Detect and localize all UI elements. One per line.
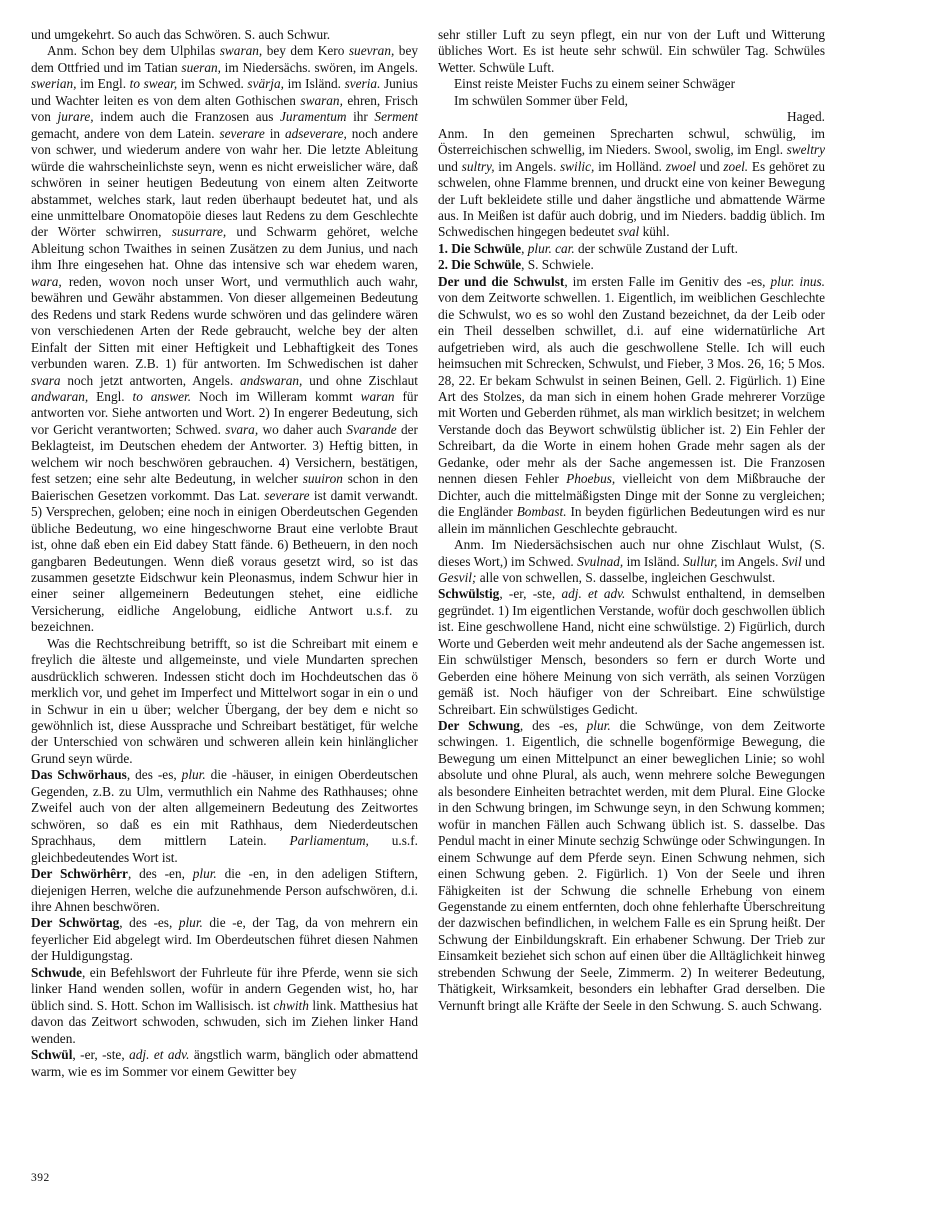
italic-term: adseverare, xyxy=(284,125,347,141)
italic-term: zwoel xyxy=(665,158,696,174)
italic-term: sval xyxy=(617,224,640,240)
text-run: , -er, -ste, xyxy=(499,586,562,602)
text-run: , des -es, xyxy=(126,767,182,783)
text-run: bey dem Ottfried und im Tatian xyxy=(31,43,418,75)
entry-headword: Der und die Schwulst xyxy=(438,273,565,289)
italic-term: svara xyxy=(31,372,61,388)
text-run: Einst reiste Meister Fuchs zu einem seiner Schwäger xyxy=(454,76,736,92)
italic-term: severare xyxy=(264,487,310,503)
verse-line xyxy=(438,76,825,92)
paragraph xyxy=(438,241,825,257)
italic-term: sueran, xyxy=(181,59,221,75)
paragraph xyxy=(31,1047,418,1080)
italic-term: swaran, xyxy=(300,92,343,108)
text-run: Im schwülen Sommer über Feld, xyxy=(454,92,628,108)
entry-headword: Der Schwörhêrr xyxy=(31,866,128,882)
text-run: und xyxy=(438,158,462,174)
text-run: im Niedersächs. swören, im Angels. xyxy=(220,59,418,75)
italic-term: Svil xyxy=(781,553,802,569)
paragraph xyxy=(438,257,825,273)
text-run: Anm. Im Niedersächsischen auch nur ohne Zischlaut Wulst, (S. dieses Wort,) im Schwed. xyxy=(438,537,825,569)
entry-headword: 2. Die Schwüle xyxy=(438,257,522,273)
text-run: , im ersten Falle im Genitiv des -es, xyxy=(564,273,771,289)
entry-headword: Der Schwörtag xyxy=(31,915,120,931)
italic-term: Phoebus, xyxy=(566,471,616,487)
text-run: in xyxy=(264,125,285,141)
right-column xyxy=(438,27,825,1014)
italic-term: zoel. xyxy=(723,158,749,174)
italic-term: Svulnad, xyxy=(577,553,624,569)
paragraph xyxy=(31,915,418,964)
paragraph xyxy=(31,43,418,635)
italic-term: severare xyxy=(219,125,265,141)
entry-headword: Das Schwörhaus xyxy=(31,767,127,783)
text-run: ist damit verwandt. 5) Versprechen, geloben; eine noch in einigen Oberdeutschen Gegenden übliche Bedeutung, wo eine hingeschworne Braut eine verlobte Braut ist, ohne daß eben ein Eid dabey Statt fände. 6) Betheuern, in den noch gangbaren Bedeutungen. Wenn dieß voraus gesetzt wird, so ist das zusammen gesetzte Eidschwur kein Pleonasmus, indem Schwur hier in einer seiner allgemeinern Bedeutungen stehet, eine eidliche Versicherung, eidliche Angelobung, eidliche Antwort u.s.f. zu bezeichnen. xyxy=(31,487,418,635)
text-run: und ohne Zischlaut xyxy=(302,372,419,388)
italic-term: suuiron xyxy=(302,471,343,487)
text-run: im Isländ. xyxy=(283,76,345,92)
text-run: , S. Schwiele. xyxy=(521,257,594,273)
italic-term: andwaran, xyxy=(31,388,89,404)
italic-term: svärja, xyxy=(247,76,284,92)
text-run: ehren, Frisch von xyxy=(31,92,418,125)
text-run: schon in den Baierischen Gesetzen vorkommt. Das Lat. xyxy=(31,471,418,503)
quote-source xyxy=(438,109,825,125)
italic-term: plur. xyxy=(178,915,203,931)
text-run: im Holländ. xyxy=(594,158,666,174)
text-run: und xyxy=(696,158,724,174)
text-run: die Schwünge, von dem Zeitworte schwingen. 1. Eigentlich, die schnelle bogenförmige Bewegung, die Bewegung um einen Mittelpunct an einer beweglichen Linie; so wohl absolute und ohne Plural, als auch, wenn mehrere solche Bewegungen als besondere Einheiten betrachtet werden, mit dem Plural. Eine Glocke in den Schwung bringen, im Schwunge seyn, in den Schwung kommen; wofür in manchen Fällen auch Schwang üblich ist. S. dasselbe. Das Pendul macht in einer Minute sechzig Schwünge oder Schwingungen. In einem Schwunge auf dem Pferde seyn. Einen Schwung nehmen, sich einen Schwung geben. 2. Figürlich. 1) Von der Seele und ihren Fähigkeiten ist der Schwung die schnelle Erhebung von einem Gegenstande zu einem entfernten, doch ohne fehlerhafte Überschreitung der dazwischen befindlichen, in welchem Falle es ein Sprung heißt. Der Schwung der Einbildungskraft. Ein erhabener Schwung. Der Trieb zur Einsamkeit beziehet sich schon auf einen über die Alltäglichkeit hinweg strebenden Schwung der Seele, Zimmerm. 2) In weiterer Bedeutung, Thätigkeit, Wirksamkeit, besonders ein lebhafter Grad derselben. Die Vernunft bringt alle Kräfte der Seele in den Schwung. S. auch Schwang. xyxy=(438,718,825,1013)
text-run: wo daher auch xyxy=(258,421,347,437)
italic-term: Sullur, xyxy=(683,553,718,569)
italic-term: Parliamentum, xyxy=(289,833,369,849)
paragraph xyxy=(31,636,418,768)
verse-line xyxy=(438,93,825,109)
italic-term: andswaran, xyxy=(239,372,303,388)
italic-term: plur. inus. xyxy=(770,273,825,289)
paragraph xyxy=(31,965,418,1047)
italic-term: Svarande xyxy=(346,421,397,437)
text-run: die -en, in den adeligen Stiftern, diejenigen Herren, welche die aufzunehmende Person aufschwören, d.i. ihre Ahnen beschwören. xyxy=(31,866,418,915)
text-run: link. Matthesius hat davon das Zeitwort schwoden, schwuden, sich im Ziehen linker Hand wenden. xyxy=(31,997,418,1046)
italic-term: plur. xyxy=(586,718,611,734)
text-run: bey dem Kero xyxy=(262,43,349,59)
text-run: und xyxy=(801,553,825,569)
text-run: der schwüle Zustand der Luft. xyxy=(574,240,738,256)
paragraph xyxy=(438,537,825,586)
page-number: 392 xyxy=(31,1172,50,1184)
italic-term: plur. car. xyxy=(527,240,575,256)
italic-term: to answer. xyxy=(132,388,192,404)
entry-headword: Schwülstig xyxy=(438,586,500,602)
italic-term: svara, xyxy=(225,421,259,437)
italic-term: chwith xyxy=(273,997,309,1013)
italic-term: Gesvil; xyxy=(438,569,477,585)
italic-term: suevran, xyxy=(348,43,395,59)
paragraph xyxy=(438,718,825,1014)
text-run: im Angels. xyxy=(494,158,560,174)
text-run: sehr stiller Luft zu seyn pflegt, ein nur von der Luft und Witterung übliches Wort. Es ist heute sehr schwül. Ein schwüler Tag. Schwüles Wetter. Schwüle Luft. xyxy=(438,27,825,75)
italic-term: plur. xyxy=(192,866,217,882)
entry-headword: 1. Die Schwüle xyxy=(438,240,522,256)
italic-term: susurrare, xyxy=(171,224,227,240)
text-run: Es gehöret zu schwelen, ohne Flamme brennen, und druckt eine von keiner Bewegung der Luft bekleidete stille und daher ängstliche und abmattende Wärme aus. In Meißen ist dafür auch dobrig, und im Nieders. baddig üblich. Im Schwedischen hingegen bedeutet xyxy=(438,158,825,240)
text-run: Haged. xyxy=(786,109,825,125)
italic-term: to swear, xyxy=(129,76,178,92)
text-run: und Schwarm gehöret, welche Ableitung schon Twaithes in seinen Zusätzen zu dem Junius, und nach ihm Ihre eingesehen hat. Ohne das intensive sch war ehedem waren, xyxy=(31,224,418,273)
italic-term: swilic, xyxy=(560,158,595,174)
italic-term: Bombast. xyxy=(516,504,567,520)
text-run: für antworten vor. Siehe antworten und Wort. 2) In engerer Bedeutung, sich vor Gericht verantworten; Schwed. xyxy=(31,388,418,437)
text-run: ängstlich warm, bänglich oder abmattend warm, wie es im Sommer vor einem Gewitter bey xyxy=(31,1047,418,1079)
paragraph xyxy=(438,27,825,76)
italic-term: sweltry xyxy=(786,142,825,158)
left-column xyxy=(31,27,418,1080)
text-run: , des -es, xyxy=(119,915,179,931)
text-run: reden, wovon noch unser Wort, und vermuthlich auch wahr, bewähren und Gewähr abstammen. Von dieser allgemeinen Bedeutung des Redens und stark Redens wurde schwören und das gelindere wären von verschiedenen Arten der Rede gebraucht, welche bey der alten Einfalt der Sitten mit einer Heftigkeit und Lebhaftigkeit des Tones verbunden waren. Z.B. 1) für antworten. Im Schwedischen ist daher xyxy=(31,273,418,372)
italic-term: swerian, xyxy=(31,76,77,92)
italic-term: Juramentum xyxy=(280,109,347,125)
text-run: im Isländ. xyxy=(623,553,684,569)
text-run: der Beklagteist, im Deutschen ehedem der Antworter. 3) Heftig bitten, in welchem wir noch beschwören gebrauchen. 4) Versichern, bestätigen, fest setzen; eine sehr alte Bedeutung, in welcher xyxy=(31,421,418,487)
italic-term: sultry, xyxy=(461,158,495,174)
text-run: kühl. xyxy=(639,224,670,240)
text-run: im Schwed. xyxy=(177,76,248,92)
text-run: alle von schwellen, S. dasselbe, ingleichen Geschwulst. xyxy=(476,569,776,585)
text-run: , des -es, xyxy=(519,718,587,734)
text-run: Anm. Schon bey dem Ulphilas xyxy=(47,43,220,59)
text-run: In beyden figürlichen Bedeutungen wird es nur allein im männlichen Geschlechte gebraucht. xyxy=(438,504,825,536)
text-run: die -e, der Tag, da von mehrern ein feyerlicher Eid abgelegt wird. Im Oberdeutschen führet diesen Nahmen der Huldigungstag. xyxy=(31,915,418,964)
text-run: noch jetzt antworten, Angels. xyxy=(60,372,240,388)
text-run: von dem Zeitworte schwellen. 1. Eigentlich, im weiblichen Geschlechte die Schwulst, wo es so wohl den Zustand bezeichnet, da der Leib oder ein Theil desselben schwillet, d.i. auf eine widernatürliche Art aufgetrieben wird, als auch die geschwollene Stelle. Ich will euch heimsuchen mit Schrecken, Schwulst, und Fieber, 3 Mos. 26, 16; 5 Mos. 28, 22. Er bekam Schwulst in seinen Beinen, Gell. 2. Figürlich. 1) Eine Art des Stolzes, da man sich in einem hohen Grade mehrerer Vorzüge mit Worten und Geberden rühmet, als man wirklich besitzet; in welchem Verstande doch das Beywort schwülstig üblicher ist. 2) Ein Fehler der Schreibart, da die Worte in einem hohen Grade mehr sagen als der Gedanke, oder mehr als der Sache angemessen ist. Die Franzosen nennen diesen Fehler xyxy=(438,290,825,487)
text-run: , des -en, xyxy=(127,866,193,882)
italic-term: waran xyxy=(360,388,395,404)
text-run: noch andere von schwer, und wiederum andere von wahr her. Die letzte Ableitung würde die wahrscheinlichste seyn, wenn es nicht erweislicher wäre, daß schwören in seiner heutigen Bedeutung von einem alten Zeitworte abstammet, welches stark, laut reden überhaupt bedeutet hat, und als eine unmittelbare Onomatopöie dieses laut Redens zu dem Geschlechte der Wörter schwirren, xyxy=(31,125,418,240)
text-run: im Angels. xyxy=(717,553,782,569)
paragraph xyxy=(438,274,825,537)
paragraph xyxy=(438,126,825,241)
paragraph xyxy=(31,27,418,43)
italic-term: adj. et adv. xyxy=(561,586,626,602)
italic-term: jurare, xyxy=(57,109,94,125)
italic-term: plur. xyxy=(181,767,206,783)
entry-headword: Der Schwung xyxy=(438,718,520,734)
text-run: Engl. xyxy=(88,388,133,404)
text-run: indem auch die Franzosen aus xyxy=(93,109,281,125)
text-run: , ein Befehlswort der Fuhrleute für ihre Pferde, wenn sie sich linker Hand wenden sollen, wofür in andern Gegenden wist, ho, har üblich sind. S. Hott. Schon im Wallisisch. ist xyxy=(31,964,418,1013)
text-run: Noch im Willeram kommt xyxy=(191,388,361,404)
entry-headword: Schwül xyxy=(31,1047,73,1063)
text-run: u.s.f. gleichbedeutendes Wort ist. xyxy=(31,833,418,865)
text-run: und umgekehrt. So auch das Schwören. S. auch Schwur. xyxy=(31,27,331,42)
text-run: Was die Rechtschreibung betrifft, so ist die Schreibart mit einem e freylich die älteste und allgemeinste, und viele Mundarten sprechen ausdrücklich schweren. Indessen sticht doch im Hochdeutschen das ö merklich vor, und gehet im Imperfect und Mittelwort sogar in ein o und in Schwur in ein u über; welcher Übergang, der bey dem e nicht so gewöhnlich ist, diese Aussprache und Schreibart bestätiget, für welche der Unterschied von schwären und schweren allein kein hinlänglicher Grund seyn würde. xyxy=(31,635,418,766)
italic-term: wara, xyxy=(31,273,62,289)
italic-term: swaran, xyxy=(219,43,263,59)
text-run: im Engl. xyxy=(76,76,130,92)
text-run: vielleicht von dem Mißbrauche der Dichter, auch die mittelmäßigsten Dinge mit der Sonne zu vergleichen; die Engländer xyxy=(438,471,826,520)
text-run: Schwulst enthaltend, in demselben gegründet. 1) Im eigentlichen Verstande, wofür doch geschwollen üblich ist. Eine geschwollene Hand, nicht eine schwülstige. 2) Figürlich, durch Worte und Geberden weit mehr andeutend als der Sache angemessen ist. Ein schwülstiger Mensch, besonders so fern er durch Worte und Geberden eine höhere Meinung von sich verräth, als seinen Vorzügen gemäß ist. Noch häufiger von der Schreibart. Eine schwülstige Schreibart. Ein schwülstiges Gedicht. xyxy=(438,586,825,717)
italic-term: sveria. xyxy=(344,76,381,92)
text-run: gemacht, andere von dem Latein. xyxy=(31,125,220,141)
paragraph xyxy=(438,586,825,718)
text-run: die -häuser, in einigen Oberdeutschen Gegenden, z.B. zu Ulm, vermuthlich ein Nahme des Rathhauses; ohne Zweifel auch von der alten allgemeinern Bedeutung des Zeitwortes schwören, so daß es ein mit Rathhaus, dem Niederdeutschen Sprachhaus, dem mittlern Latein. xyxy=(31,767,418,849)
text-run: , -er, -ste, xyxy=(72,1047,130,1063)
paragraph xyxy=(31,767,418,866)
paragraph xyxy=(31,866,418,915)
text-run: ihr xyxy=(346,109,375,125)
text-run: Anm. In den gemeinen Sprecharten schwul, schwülig, im Österreichischen schwellig, im Nieders. Swool, swolig, im Engl. xyxy=(438,125,825,158)
text-run: Junius und Wachter leiten es von dem alten Gothischen xyxy=(31,76,418,108)
italic-term: Serment xyxy=(374,109,418,125)
italic-term: adj. et adv. xyxy=(129,1047,190,1063)
text-run: , xyxy=(521,240,528,256)
entry-headword: Schwude xyxy=(31,964,82,980)
